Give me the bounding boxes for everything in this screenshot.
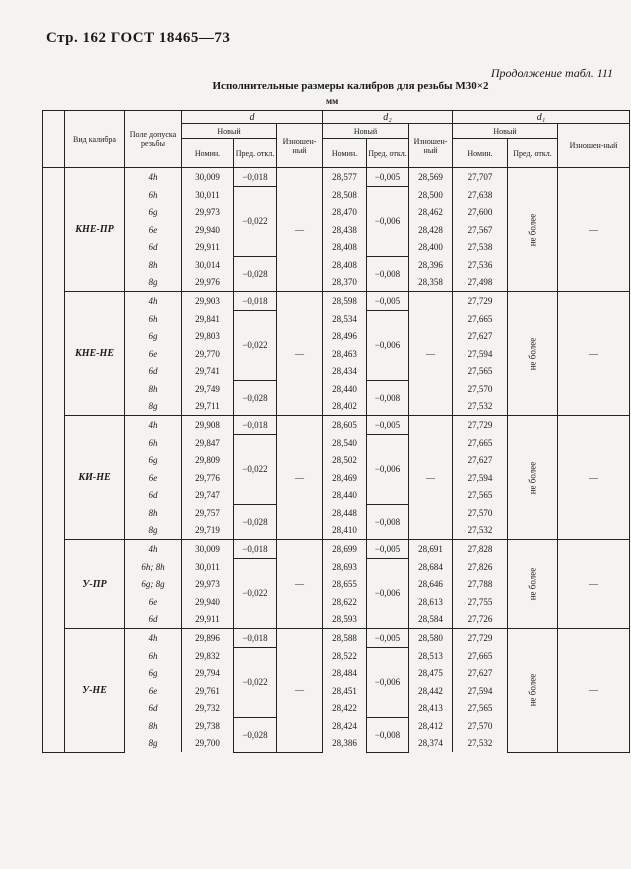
d-nominal: 30,011 [182,186,234,204]
d1-nominal: 27,638 [453,186,508,204]
d-worn: — [277,168,323,292]
d-nominal: 29,749 [182,380,234,398]
tolerance-field: 8h [125,256,182,274]
d-nominal: 29,741 [182,363,234,381]
d2-deviation: −0,008 [367,717,409,752]
d2-nominal: 28,593 [323,611,367,629]
tolerance-field: 6h [125,186,182,204]
tolerance-field: 4h [125,540,182,559]
d2-deviation: −0,005 [367,416,409,435]
d2-deviation: −0,008 [367,380,409,416]
ne-bolee-label: не более [527,673,538,707]
d2-deviation: −0,005 [367,292,409,311]
d2-nominal: 28,508 [323,186,367,204]
d2-nominal: 28,502 [323,452,367,470]
d2-nominal: 28,496 [323,328,367,346]
d1-nominal: 27,565 [453,700,508,718]
d-nominal: 29,903 [182,292,234,311]
d-worn: — [277,629,323,753]
d-iznosh: Изношен-ный [277,124,323,168]
d-deviation: −0,022 [234,310,277,380]
d1-nominal: 27,532 [453,522,508,540]
d-nominal: 29,700 [182,735,234,753]
d-nominal: 29,841 [182,310,234,328]
d2-worn: 28,513 [409,647,453,665]
col-pole: Поле допуска резьбы [125,111,182,168]
d-deviation: −0,018 [234,168,277,187]
d2-nominal: 28,434 [323,363,367,381]
gauge-table [42,110,630,753]
d2-nominal: 28,370 [323,274,367,292]
d1-nominal: 27,565 [453,487,508,505]
d1-nominal: 27,788 [453,576,508,594]
tolerance-field: 6g [125,452,182,470]
d2-nominal: 28,699 [323,540,367,559]
d2-worn: 28,613 [409,593,453,611]
d2-nominal: 28,577 [323,168,367,187]
d1-nominal: 27,627 [453,665,508,683]
d1-iznosh: Изношен-ный [558,124,630,168]
d2-deviation: −0,008 [367,504,409,540]
d-nominal: 29,732 [182,700,234,718]
d1-nominal: 27,755 [453,593,508,611]
d-nominal: 29,940 [182,221,234,239]
d2-worn: 28,428 [409,221,453,239]
d2-nominal: 28,440 [323,487,367,505]
table-row [43,292,630,311]
tolerance-field: 6d [125,363,182,381]
table-row [43,168,630,187]
d1-deviation [508,629,558,753]
d2-worn: 28,569 [409,168,453,187]
d2-nominal: 28,422 [323,700,367,718]
d2-deviation: −0,005 [367,629,409,648]
d1-nomin: Номин. [453,139,508,168]
d1-nominal: 27,665 [453,647,508,665]
table-row [43,629,630,648]
d2-worn: 28,691 [409,540,453,559]
d1-nominal: 27,729 [453,416,508,435]
tolerance-field: 4h [125,292,182,311]
tolerance-field: 8h [125,504,182,522]
d2-deviation: −0,006 [367,647,409,717]
tolerance-field: 6d [125,239,182,257]
calibre-type: У-НЕ [65,629,125,753]
d2-iznosh: Изношен-ный [409,124,453,168]
d-nominal: 29,973 [182,576,234,594]
d2-deviation: −0,006 [367,434,409,504]
ne-bolee-label: не более [527,213,538,246]
d1-nominal: 27,570 [453,717,508,735]
table-title [0,80,631,92]
calibre-type: КНЕ-НЕ [65,292,125,416]
d1-nominal: 27,627 [453,328,508,346]
d-deviation: −0,018 [234,629,277,648]
d-deviation: −0,022 [234,558,277,629]
tolerance-field: 6e [125,345,182,363]
d1-nominal: 27,707 [453,168,508,187]
calibre-type: КИ-НЕ [65,416,125,540]
d1-nominal: 27,538 [453,239,508,257]
group-d1: d₁ [453,111,630,124]
d1-nominal: 27,726 [453,611,508,629]
d2-worn: 28,684 [409,558,453,576]
d-nominal: 29,832 [182,647,234,665]
col-naimenovanie [43,111,65,168]
d2-worn: 28,400 [409,239,453,257]
d2-nominal: 28,451 [323,682,367,700]
d2-worn: 28,475 [409,665,453,683]
d-nominal: 29,711 [182,398,234,416]
d1-deviation [508,292,558,416]
d-deviation: −0,028 [234,504,277,540]
calibre-type: У-ПР [65,540,125,629]
d2-novyy: Новый [323,124,409,139]
group-d2: d₂ [323,111,453,124]
d2-nominal: 28,438 [323,221,367,239]
d2-nominal: 28,534 [323,310,367,328]
d-nominal: 29,847 [182,434,234,452]
tolerance-field: 6d [125,487,182,505]
tolerance-field: 6g; 8g [125,576,182,594]
d-nominal: 30,014 [182,256,234,274]
d-nominal: 29,776 [182,469,234,487]
d2-nominal: 28,655 [323,576,367,594]
d2-deviation: −0,006 [367,310,409,380]
d2-deviation: −0,005 [367,540,409,559]
d2-nominal: 28,540 [323,434,367,452]
d2-nominal: 28,588 [323,629,367,648]
d-nominal: 29,803 [182,328,234,346]
tolerance-field: 8g [125,522,182,540]
tolerance-field: 4h [125,168,182,187]
d-deviation: −0,018 [234,292,277,311]
d1-deviation [508,416,558,540]
d1-nominal: 27,729 [453,629,508,648]
d2-nominal: 28,605 [323,416,367,435]
d-nominal: 29,896 [182,629,234,648]
d2-nominal: 28,693 [323,558,367,576]
d2-nominal: 28,469 [323,469,367,487]
d2-worn: 28,412 [409,717,453,735]
page-header: Стр. 162 ГОСТ 18465—73 [46,30,231,46]
d2-nominal: 28,622 [323,593,367,611]
continuation-label: Продолжение табл. 111 [490,66,613,80]
d-nominal: 29,911 [182,239,234,257]
d2-deviation: −0,005 [367,168,409,187]
d-nominal: 29,719 [182,522,234,540]
d2-deviation: −0,008 [367,256,409,292]
d-deviation: −0,028 [234,256,277,292]
d1-nominal: 27,570 [453,380,508,398]
d2-worn: 28,462 [409,204,453,222]
table-row [43,540,630,559]
d2-worn: 28,374 [409,735,453,753]
d1-nominal: 27,594 [453,345,508,363]
tolerance-field: 6g [125,328,182,346]
d-worn: — [277,540,323,629]
d1-nominal: 27,565 [453,363,508,381]
d2-deviation: −0,006 [367,186,409,256]
d1-nominal: 27,594 [453,469,508,487]
d2-worn: — [409,292,453,416]
tolerance-field: 4h [125,416,182,435]
d2-nominal: 28,598 [323,292,367,311]
d1-nominal: 27,665 [453,434,508,452]
d-nomin: Номин. [182,139,234,168]
d2-worn: 28,413 [409,700,453,718]
d-nominal: 29,940 [182,593,234,611]
tolerance-field: 8g [125,398,182,416]
d2-worn: 28,358 [409,274,453,292]
calibre-type: КНЕ-ПР [65,168,125,292]
d2-nominal: 28,402 [323,398,367,416]
d2-nominal: 28,484 [323,665,367,683]
d1-nominal: 27,627 [453,452,508,470]
d-nominal: 29,757 [182,504,234,522]
d-nominal: 29,809 [182,452,234,470]
tolerance-field: 6e [125,469,182,487]
d2-nominal: 28,448 [323,504,367,522]
d1-nominal: 27,600 [453,204,508,222]
d1-nominal: 27,665 [453,310,508,328]
d1-deviation [508,168,558,292]
d1-deviation [508,540,558,629]
d-nominal: 29,976 [182,274,234,292]
d-deviation: −0,022 [234,647,277,717]
d2-worn: — [409,416,453,540]
d2-nomin: Номин. [323,139,367,168]
d2-pred: Пред. откл. [367,139,409,168]
tolerance-field: 6d [125,700,182,718]
d-deviation: −0,018 [234,540,277,559]
tolerance-field: 6h; 8h [125,558,182,576]
d1-nominal: 27,536 [453,256,508,274]
d1-worn: — [558,416,630,540]
d-nominal: 29,761 [182,682,234,700]
tolerance-field: 8h [125,717,182,735]
d2-nominal: 28,408 [323,256,367,274]
d1-pred: Пред. откл. [508,139,558,168]
ne-bolee-label: не более [527,337,538,370]
tolerance-field: 6h [125,310,182,328]
d1-nominal: 27,532 [453,735,508,753]
d1-worn: — [558,629,630,753]
d2-deviation: −0,006 [367,558,409,629]
d-nominal: 29,911 [182,611,234,629]
d-deviation: −0,028 [234,717,277,752]
d-nominal: 29,908 [182,416,234,435]
unit-label: мм [326,96,339,106]
d2-nominal: 28,440 [323,380,367,398]
table-title-text: Исполнительные размеры калибров для резьбы М30×2 [212,80,489,92]
d2-nominal: 28,386 [323,735,367,753]
d-deviation: −0,022 [234,186,277,256]
tolerance-field: 6h [125,647,182,665]
d2-worn: 28,580 [409,629,453,648]
tolerance-field: 6d [125,611,182,629]
tolerance-field: 6h [125,434,182,452]
d1-nominal: 27,729 [453,292,508,311]
table-row [43,416,630,435]
d2-nominal: 28,424 [323,717,367,735]
d-nominal: 29,973 [182,204,234,222]
d1-novyy: Новый [453,124,558,139]
tolerance-field: 6g [125,665,182,683]
d2-nominal: 28,463 [323,345,367,363]
d1-worn: — [558,168,630,292]
d1-nominal: 27,567 [453,221,508,239]
tolerance-field: 6e [125,221,182,239]
d1-nominal: 27,570 [453,504,508,522]
tolerance-field: 4h [125,629,182,648]
tolerance-field: 8g [125,274,182,292]
d-deviation: −0,018 [234,416,277,435]
d2-worn: 28,500 [409,186,453,204]
tolerance-field: 8h [125,380,182,398]
d-nominal: 29,794 [182,665,234,683]
d-novyy: Новый [182,124,277,139]
d-nominal: 30,011 [182,558,234,576]
d1-nominal: 27,828 [453,540,508,559]
d-nominal: 30,009 [182,540,234,559]
d2-worn: 28,584 [409,611,453,629]
d2-nominal: 28,410 [323,522,367,540]
d1-worn: — [558,540,630,629]
d2-worn: 28,396 [409,256,453,274]
d2-nominal: 28,408 [323,239,367,257]
d-nominal: 29,770 [182,345,234,363]
d1-nominal: 27,826 [453,558,508,576]
d1-nominal: 27,532 [453,398,508,416]
side-label [43,168,65,753]
col-vid: Вид калибра [65,111,125,168]
d1-worn: — [558,292,630,416]
d-deviation: −0,028 [234,380,277,416]
d1-nominal: 27,498 [453,274,508,292]
d-nominal: 29,738 [182,717,234,735]
d1-nominal: 27,594 [453,682,508,700]
d-nominal: 30,009 [182,168,234,187]
group-d: d [182,111,323,124]
d-pred: Пред. откл. [234,139,277,168]
ne-bolee-label: не более [527,567,538,601]
d2-nominal: 28,522 [323,647,367,665]
d2-nominal: 28,470 [323,204,367,222]
table-body [43,168,630,753]
d2-worn: 28,646 [409,576,453,594]
tolerance-field: 6e [125,593,182,611]
d-nominal: 29,747 [182,487,234,505]
tolerance-field: 6g [125,204,182,222]
tolerance-field: 8g [125,735,182,753]
d-worn: — [277,416,323,540]
d2-worn: 28,442 [409,682,453,700]
d-deviation: −0,022 [234,434,277,504]
d-worn: — [277,292,323,416]
tolerance-field: 6e [125,682,182,700]
ne-bolee-label: не более [527,461,538,494]
